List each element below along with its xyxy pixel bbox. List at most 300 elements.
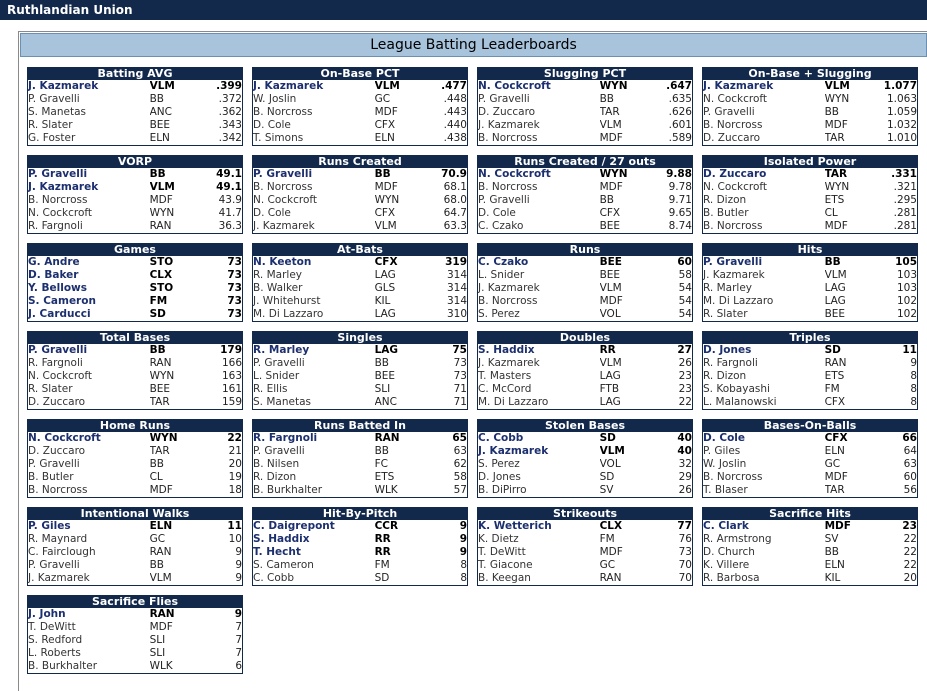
stat-value: 58 bbox=[678, 269, 692, 281]
team-abbr: BB bbox=[149, 458, 164, 470]
team-abbr: CFX bbox=[824, 396, 846, 408]
player-name-link[interactable]: C. Czako bbox=[478, 256, 529, 268]
player-name-link[interactable]: M. Di Lazzaro bbox=[703, 295, 774, 307]
leaderboard-row bbox=[28, 119, 242, 132]
player-name-link[interactable]: B. Burkhalter bbox=[253, 484, 323, 496]
team-abbr: LAG bbox=[599, 370, 621, 382]
leaderboard-at-bats bbox=[252, 243, 468, 322]
stat-value: .440 bbox=[443, 119, 467, 131]
leaderboard-row bbox=[703, 484, 917, 497]
player-name-link[interactable]: R. Dizon bbox=[703, 194, 747, 206]
leaderboard-title: Sacrifice Flies bbox=[28, 596, 242, 608]
player-name-link[interactable]: P. Gravelli bbox=[478, 93, 530, 105]
player-name-link[interactable]: B. Norcross bbox=[253, 181, 313, 193]
player-name-link[interactable]: D. Cole bbox=[253, 119, 291, 131]
team-abbr: MDF bbox=[599, 546, 623, 558]
player-name-link[interactable]: K. Villere bbox=[703, 559, 750, 571]
stat-value: .281 bbox=[893, 207, 917, 219]
team-abbr: STO bbox=[149, 256, 174, 268]
player-name-link[interactable]: P. Gravelli bbox=[253, 168, 313, 180]
team-abbr: BB bbox=[824, 106, 839, 118]
player-name-link[interactable]: P. Gravelli bbox=[253, 357, 305, 369]
player-name-link[interactable]: B. Norcross bbox=[478, 181, 538, 193]
stat-value: 1.032 bbox=[886, 119, 917, 131]
player-name-link[interactable]: R. Slater bbox=[28, 119, 73, 131]
stat-value: 56 bbox=[903, 484, 917, 496]
leaderboard-row bbox=[478, 269, 692, 282]
leaderboard-title: Hits bbox=[703, 244, 917, 256]
player-name-link[interactable]: P. Giles bbox=[703, 445, 741, 457]
player-name-link[interactable]: R. Ellis bbox=[253, 383, 288, 395]
stat-value: 36.3 bbox=[218, 220, 242, 232]
player-name-link[interactable]: R. Marley bbox=[253, 344, 310, 356]
leaderboard-title: Singles bbox=[253, 332, 467, 344]
team-abbr: SV bbox=[824, 533, 839, 545]
player-name-link[interactable]: J. Carducci bbox=[28, 308, 91, 320]
stat-value: 105 bbox=[895, 256, 917, 268]
leaderboard-title: Batting AVG bbox=[28, 68, 242, 80]
stat-value: 161 bbox=[221, 383, 242, 395]
player-name-link[interactable]: S. Manetas bbox=[253, 396, 311, 408]
team-abbr: MDF bbox=[149, 621, 173, 633]
player-name-link[interactable]: B. Nilsen bbox=[253, 458, 300, 470]
team-abbr: RAN bbox=[374, 432, 400, 444]
player-name-link[interactable]: C. Daigrepont bbox=[253, 520, 335, 532]
team-abbr: BEE bbox=[824, 308, 846, 320]
leaderboard-row bbox=[703, 106, 917, 119]
stat-value: 76 bbox=[678, 533, 692, 545]
player-name-link[interactable]: S. Haddix bbox=[478, 344, 535, 356]
team-abbr: CCR bbox=[374, 520, 399, 532]
leaderboard-row bbox=[703, 370, 917, 383]
stat-value: 60 bbox=[677, 256, 692, 268]
player-name-link[interactable]: T. Blaser bbox=[703, 484, 748, 496]
stat-value: 32 bbox=[678, 458, 692, 470]
player-name-link[interactable]: R. Fargnoli bbox=[253, 432, 318, 444]
leaderboard-sacrifice-flies bbox=[27, 595, 243, 674]
team-abbr: TAR bbox=[149, 396, 170, 408]
stat-value: 71 bbox=[453, 396, 467, 408]
stat-value: 9 bbox=[459, 533, 467, 545]
player-name-link[interactable]: S. Kobayashi bbox=[703, 383, 770, 395]
player-name-link[interactable]: J. Kazmarek bbox=[28, 80, 99, 92]
player-name-link[interactable]: S. Redford bbox=[28, 634, 83, 646]
team-abbr: SLI bbox=[149, 647, 166, 659]
player-name-link[interactable]: D. Jones bbox=[478, 471, 521, 483]
stat-value: 310 bbox=[446, 308, 467, 320]
player-name-link[interactable]: B. Burkhalter bbox=[28, 660, 98, 672]
team-abbr: RR bbox=[374, 546, 391, 558]
leaderboard-row bbox=[478, 546, 692, 559]
team-abbr: LAG bbox=[824, 295, 846, 307]
player-name-link[interactable]: S. Haddix bbox=[253, 533, 310, 545]
stat-value: 26 bbox=[678, 484, 692, 496]
player-name-link[interactable]: C. Clark bbox=[703, 520, 749, 532]
leaderboard-row bbox=[478, 80, 692, 93]
player-name-link[interactable]: N. Cockcroft bbox=[253, 194, 318, 206]
player-name-link[interactable]: B. Norcross bbox=[703, 471, 763, 483]
leaderboard-row bbox=[253, 256, 467, 269]
leaderboard-runs-created bbox=[252, 155, 468, 234]
player-name-link[interactable]: D. Zuccaro bbox=[478, 106, 536, 118]
team-abbr: ELN bbox=[149, 520, 173, 532]
player-name-link[interactable]: D. Cole bbox=[478, 207, 516, 219]
leaderboard-row bbox=[28, 484, 242, 497]
stat-value: 70 bbox=[678, 572, 692, 584]
player-name-link[interactable]: R. Barbosa bbox=[703, 572, 760, 584]
player-name-link[interactable]: K. Wetterich bbox=[478, 520, 552, 532]
team-abbr: MDF bbox=[599, 132, 623, 144]
team-abbr: RAN bbox=[599, 572, 622, 584]
player-name-link[interactable]: N. Cockcroft bbox=[703, 93, 768, 105]
player-name-link[interactable]: M. Di Lazzaro bbox=[478, 396, 549, 408]
leaderboard-row bbox=[28, 608, 242, 621]
leaderboard-row bbox=[478, 458, 692, 471]
player-name-link[interactable]: N. Cockcroft bbox=[478, 168, 551, 180]
leaderboard-row bbox=[28, 383, 242, 396]
player-name-link[interactable]: B. Norcross bbox=[703, 119, 763, 131]
player-name-link[interactable]: R. Slater bbox=[703, 308, 748, 320]
stat-value: 8.74 bbox=[668, 220, 692, 232]
player-name-link[interactable]: B. Keegan bbox=[478, 572, 531, 584]
stat-value: 21 bbox=[228, 445, 242, 457]
player-name-link[interactable]: T. Simons bbox=[253, 132, 304, 144]
player-name-link[interactable]: R. Armstrong bbox=[703, 533, 772, 545]
player-name-link[interactable]: D. Jones bbox=[703, 344, 752, 356]
leaderboard-games bbox=[27, 243, 243, 322]
player-name-link[interactable]: J. Kazmarek bbox=[478, 445, 549, 457]
team-abbr: SLI bbox=[374, 383, 391, 395]
player-name-link[interactable]: L. Snider bbox=[478, 269, 525, 281]
stat-value: .601 bbox=[668, 119, 692, 131]
leaderboard-row bbox=[253, 295, 467, 308]
team-abbr: CFX bbox=[374, 207, 396, 219]
player-name-link[interactable]: K. Dietz bbox=[478, 533, 519, 545]
player-name-link[interactable]: B. Norcross bbox=[253, 106, 313, 118]
team-abbr: BEE bbox=[149, 383, 171, 395]
leaderboard-row bbox=[703, 119, 917, 132]
player-name-link[interactable]: R. Fargnoli bbox=[703, 357, 758, 369]
team-abbr: WYN bbox=[149, 370, 175, 382]
team-abbr: CLX bbox=[599, 520, 623, 532]
player-name-link[interactable]: B. DiPirro bbox=[478, 484, 527, 496]
player-name-link[interactable]: N. Cockcroft bbox=[28, 207, 93, 219]
player-name-link[interactable]: R. Slater bbox=[28, 383, 73, 395]
team-abbr: TAR bbox=[599, 106, 620, 118]
player-name-link[interactable]: S. Manetas bbox=[28, 106, 86, 118]
stat-value: 75 bbox=[452, 344, 467, 356]
leaderboard-title: VORP bbox=[28, 156, 242, 168]
player-name-link[interactable]: R. Maynard bbox=[28, 533, 88, 545]
stat-value: 63.3 bbox=[443, 220, 467, 232]
player-name-link[interactable]: N. Cockcroft bbox=[28, 432, 101, 444]
leaderboard-intentional-walks bbox=[27, 507, 243, 586]
team-abbr: VLM bbox=[149, 572, 172, 584]
leaderboard-runs bbox=[477, 243, 693, 322]
stat-value: .343 bbox=[218, 119, 242, 131]
player-name-link[interactable]: J. Kazmarek bbox=[478, 119, 540, 131]
stat-value: 7 bbox=[235, 647, 242, 659]
leaderboard-title: Intentional Walks bbox=[28, 508, 242, 520]
stat-value: 18 bbox=[228, 484, 242, 496]
leaderboard-row bbox=[28, 432, 242, 445]
player-name-link[interactable]: P. Gravelli bbox=[28, 458, 80, 470]
team-abbr: WYN bbox=[599, 80, 628, 92]
player-name-link[interactable]: R. Dizon bbox=[703, 370, 747, 382]
player-name-link[interactable]: B. Norcross bbox=[703, 220, 763, 232]
stat-value: 20 bbox=[903, 572, 917, 584]
team-abbr: VLM bbox=[599, 445, 625, 457]
player-name-link[interactable]: D. Cole bbox=[253, 207, 291, 219]
leaderboard-row bbox=[28, 647, 242, 660]
stat-value: 6 bbox=[235, 660, 242, 672]
leaderboard-title: Sacrifice Hits bbox=[703, 508, 917, 520]
leaderboard-row bbox=[703, 308, 917, 321]
stat-value: 49.1 bbox=[216, 181, 242, 193]
leaderboard-row bbox=[28, 533, 242, 546]
team-abbr: TAR bbox=[824, 168, 848, 180]
stat-value: 73 bbox=[227, 308, 242, 320]
leaderboard-row bbox=[703, 344, 917, 357]
leaderboard-row bbox=[478, 194, 692, 207]
player-name-link[interactable]: B. Butler bbox=[703, 207, 749, 219]
player-name-link[interactable]: D. Zuccaro bbox=[703, 168, 767, 180]
team-abbr: SLI bbox=[149, 634, 166, 646]
leaderboard-row bbox=[478, 432, 692, 445]
player-name-link[interactable]: R. Fargnoli bbox=[28, 357, 83, 369]
player-name-link[interactable]: C. Cobb bbox=[478, 432, 524, 444]
player-name-link[interactable]: P. Gravelli bbox=[703, 256, 763, 268]
stat-value: 23 bbox=[902, 520, 917, 532]
leaderboard-title: Strikeouts bbox=[478, 508, 692, 520]
leaderboard-row bbox=[253, 370, 467, 383]
player-name-link[interactable]: D. Zuccaro bbox=[703, 132, 761, 144]
player-name-link[interactable]: T. Masters bbox=[478, 370, 532, 382]
team-abbr: KIL bbox=[374, 295, 391, 307]
leaderboard-title: Bases-On-Balls bbox=[703, 420, 917, 432]
player-name-link[interactable]: N. Cockcroft bbox=[703, 181, 768, 193]
leaderboard-title: Runs Created / 27 outs bbox=[478, 156, 692, 168]
leaderboard-row bbox=[28, 80, 242, 93]
stat-value: .295 bbox=[893, 194, 917, 206]
stat-value: 29 bbox=[678, 471, 692, 483]
stat-value: .342 bbox=[218, 132, 242, 144]
player-name-link[interactable]: B. Walker bbox=[253, 282, 303, 294]
stat-value: .399 bbox=[216, 80, 242, 92]
player-name-link[interactable]: L. Snider bbox=[253, 370, 300, 382]
leaderboard-row bbox=[703, 295, 917, 308]
player-name-link[interactable]: P. Gravelli bbox=[253, 445, 305, 457]
stat-value: 73 bbox=[227, 256, 242, 268]
stat-value: 8 bbox=[910, 383, 917, 395]
player-name-link[interactable]: R. Fargnoli bbox=[28, 220, 83, 232]
player-name-link[interactable]: P. Gravelli bbox=[28, 93, 80, 105]
player-name-link[interactable]: S. Cameron bbox=[253, 559, 314, 571]
leaderboard-title: Doubles bbox=[478, 332, 692, 344]
player-name-link[interactable]: B. Norcross bbox=[28, 484, 88, 496]
player-name-link[interactable]: G. Foster bbox=[28, 132, 76, 144]
leaderboard-row bbox=[253, 396, 467, 409]
player-name-link[interactable]: P. Giles bbox=[28, 520, 71, 532]
player-name-link[interactable]: P. Gravelli bbox=[28, 168, 88, 180]
leaderboard-row bbox=[478, 445, 692, 458]
leaderboard-row bbox=[28, 132, 242, 145]
player-name-link[interactable]: W. Joslin bbox=[703, 458, 747, 470]
player-name-link[interactable]: M. Di Lazzaro bbox=[253, 308, 324, 320]
team-abbr: VLM bbox=[599, 119, 622, 131]
player-name-link[interactable]: C. Fairclough bbox=[28, 546, 96, 558]
player-name-link[interactable]: R. Marley bbox=[703, 282, 752, 294]
leaderboard-title: Hit-By-Pitch bbox=[253, 508, 467, 520]
team-abbr: BB bbox=[824, 256, 841, 268]
leaderboard-row bbox=[28, 471, 242, 484]
leaderboard-row bbox=[703, 533, 917, 546]
player-name-link[interactable]: J. Whitehurst bbox=[253, 295, 321, 307]
leaderboard-row bbox=[703, 572, 917, 585]
leaderboard-row bbox=[478, 484, 692, 497]
leaderboard-row bbox=[28, 370, 242, 383]
stat-value: 103 bbox=[896, 282, 917, 294]
player-name-link[interactable]: J. Kazmarek bbox=[478, 282, 540, 294]
leaderboard-row bbox=[703, 458, 917, 471]
player-name-link[interactable]: J. Kazmarek bbox=[28, 181, 99, 193]
team-abbr: RR bbox=[599, 344, 616, 356]
stat-value: .281 bbox=[893, 220, 917, 232]
leaderboard-row bbox=[28, 458, 242, 471]
player-name-link[interactable]: J. Kazmarek bbox=[478, 357, 540, 369]
player-name-link[interactable]: S. Perez bbox=[478, 308, 520, 320]
player-name-link[interactable]: J. Kazmarek bbox=[253, 80, 324, 92]
team-abbr: BB bbox=[599, 194, 614, 206]
team-abbr: LAG bbox=[824, 282, 846, 294]
player-name-link[interactable]: N. Cockcroft bbox=[28, 370, 93, 382]
player-name-link[interactable]: D. Baker bbox=[28, 269, 79, 281]
team-abbr: BB bbox=[824, 546, 839, 558]
stat-value: 1.063 bbox=[886, 93, 917, 105]
leaderboard-row bbox=[28, 445, 242, 458]
stat-value: 71 bbox=[453, 383, 467, 395]
player-name-link[interactable]: J. Kazmarek bbox=[253, 220, 315, 232]
team-abbr: LAG bbox=[374, 308, 396, 320]
leaderboard-row bbox=[28, 572, 242, 585]
leaderboard-row bbox=[478, 282, 692, 295]
player-name-link[interactable]: B. Norcross bbox=[28, 194, 88, 206]
stat-value: 27 bbox=[677, 344, 692, 356]
leaderboard-title: Isolated Power bbox=[703, 156, 917, 168]
leaderboard-row bbox=[28, 282, 242, 295]
leaderboard-row bbox=[703, 396, 917, 409]
leaderboard-row bbox=[478, 93, 692, 106]
team-abbr: WYN bbox=[824, 93, 850, 105]
leaderboard-slugging-pct bbox=[477, 67, 693, 146]
player-name-link[interactable]: R. Marley bbox=[253, 269, 302, 281]
leaderboard-row bbox=[478, 220, 692, 233]
player-name-link[interactable]: P. Gravelli bbox=[703, 106, 755, 118]
player-name-link[interactable]: J. Kazmarek bbox=[28, 572, 90, 584]
leaderboard-row bbox=[28, 559, 242, 572]
stat-value: 73 bbox=[227, 269, 242, 281]
stat-value: .438 bbox=[443, 132, 467, 144]
leaderboard-strikeouts bbox=[477, 507, 693, 586]
team-abbr: BEE bbox=[599, 256, 622, 268]
player-name-link[interactable]: T. DeWitt bbox=[28, 621, 76, 633]
player-name-link[interactable]: D. Church bbox=[703, 546, 755, 558]
player-name-link[interactable]: D. Zuccaro bbox=[28, 445, 86, 457]
player-name-link[interactable]: J. John bbox=[28, 608, 66, 620]
player-name-link[interactable]: C. Czako bbox=[478, 220, 524, 232]
leaderboard-doubles bbox=[477, 331, 693, 410]
player-name-link[interactable]: P. Gravelli bbox=[28, 344, 88, 356]
leaderboard-title: On-Base + Slugging bbox=[703, 68, 917, 80]
stat-value: 22 bbox=[678, 396, 692, 408]
stat-value: 41.7 bbox=[218, 207, 242, 219]
player-name-link[interactable]: B. Norcross bbox=[478, 132, 538, 144]
leaderboard-row bbox=[703, 445, 917, 458]
player-name-link[interactable]: J. Kazmarek bbox=[703, 80, 774, 92]
leaderboard-row bbox=[478, 572, 692, 585]
team-abbr: ETS bbox=[374, 471, 395, 483]
player-name-link[interactable]: L. Malanowski bbox=[703, 396, 777, 408]
stat-value: 7 bbox=[235, 634, 242, 646]
team-abbr: BEE bbox=[599, 269, 621, 281]
player-name-link[interactable]: T. Hecht bbox=[253, 546, 301, 558]
player-name-link[interactable]: R. Dizon bbox=[253, 471, 297, 483]
player-name-link[interactable]: G. Andre bbox=[28, 256, 80, 268]
player-name-link[interactable]: T. Giacone bbox=[478, 559, 533, 571]
leaderboard-row bbox=[28, 181, 242, 194]
player-name-link[interactable]: C. Cobb bbox=[253, 572, 295, 584]
team-abbr: MDF bbox=[599, 295, 623, 307]
team-abbr: FM bbox=[824, 383, 840, 395]
stat-value: 64.7 bbox=[443, 207, 467, 219]
stat-value: 9.71 bbox=[668, 194, 692, 206]
team-abbr: SV bbox=[599, 484, 614, 496]
player-name-link[interactable]: W. Joslin bbox=[253, 93, 297, 105]
leaderboard-runs-created-27-outs bbox=[477, 155, 693, 234]
player-name-link[interactable]: P. Gravelli bbox=[478, 194, 530, 206]
team-abbr: MDF bbox=[149, 484, 173, 496]
leaderboard-row bbox=[478, 533, 692, 546]
player-name-link[interactable]: T. DeWitt bbox=[478, 546, 526, 558]
player-name-link[interactable]: S. Perez bbox=[478, 458, 520, 470]
team-abbr: ANC bbox=[374, 396, 397, 408]
leaderboard-title: Runs bbox=[478, 244, 692, 256]
player-name-link[interactable]: S. Cameron bbox=[28, 295, 96, 307]
team-abbr: BB bbox=[599, 93, 614, 105]
leaderboard-row bbox=[28, 621, 242, 634]
stat-value: 9 bbox=[235, 572, 242, 584]
player-name-link[interactable]: P. Gravelli bbox=[28, 559, 80, 571]
player-name-link[interactable]: L. Roberts bbox=[28, 647, 81, 659]
player-name-link[interactable]: N. Keeton bbox=[253, 256, 312, 268]
stat-value: 8 bbox=[910, 370, 917, 382]
player-name-link[interactable]: N. Cockcroft bbox=[478, 80, 551, 92]
player-name-link[interactable]: D. Zuccaro bbox=[28, 396, 86, 408]
player-name-link[interactable]: Y. Bellows bbox=[28, 282, 87, 294]
leaderboard-title: Slugging PCT bbox=[478, 68, 692, 80]
player-name-link[interactable]: B. Norcross bbox=[478, 295, 538, 307]
leaderboard-row bbox=[703, 132, 917, 145]
player-name-link[interactable]: D. Cole bbox=[703, 432, 745, 444]
player-name-link[interactable]: C. McCord bbox=[478, 383, 532, 395]
stat-value: .321 bbox=[893, 181, 917, 193]
stat-value: .589 bbox=[668, 132, 692, 144]
player-name-link[interactable]: B. Butler bbox=[28, 471, 74, 483]
leaderboard-singles bbox=[252, 331, 468, 410]
stat-value: 26 bbox=[678, 357, 692, 369]
leaderboard-row bbox=[253, 168, 467, 181]
player-name-link[interactable]: J. Kazmarek bbox=[703, 269, 765, 281]
